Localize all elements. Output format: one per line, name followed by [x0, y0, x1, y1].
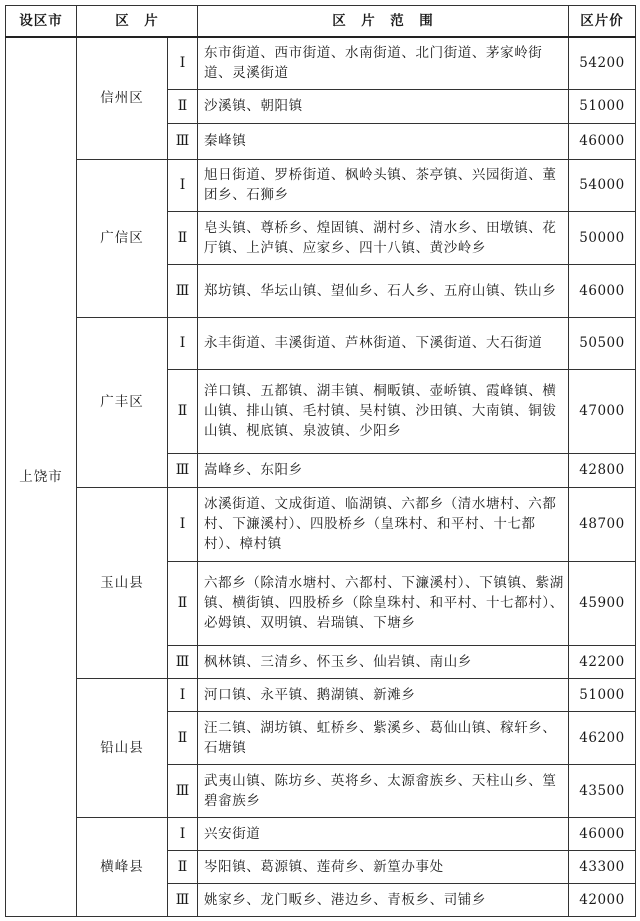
- grade-cell: Ⅱ: [168, 711, 198, 764]
- scope-cell: 姚家乡、龙门畈乡、港边乡、青板乡、司铺乡: [198, 883, 569, 916]
- price-table-container: [5, 5, 636, 917]
- scope-cell: 嵩峰乡、东阳乡: [198, 453, 569, 487]
- grade-cell: Ⅰ: [168, 317, 198, 369]
- scope-cell: 东市街道、西市街道、水南街道、北门街道、茅家岭街道、灵溪街道: [198, 37, 569, 89]
- grade-cell: Ⅱ: [168, 561, 198, 645]
- table-row: [6, 37, 636, 89]
- scope-cell: 郑坊镇、华坛山镇、望仙乡、石人乡、五府山镇、铁山乡: [198, 264, 569, 317]
- scope-cell: 秦峰镇: [198, 123, 569, 159]
- grade-cell: Ⅲ: [168, 123, 198, 159]
- district-cell: 信州区: [77, 37, 168, 159]
- price-cell: 42200: [569, 645, 636, 678]
- price-cell: 50000: [569, 211, 636, 264]
- price-cell: 46200: [569, 711, 636, 764]
- scope-cell: 冰溪街道、文成街道、临湖镇、六都乡（清水塘村、六都村、下濂溪村）、四股桥乡（皇珠村、和平村、十七都村）、樟村镇: [198, 487, 569, 561]
- price-cell: 46000: [569, 264, 636, 317]
- price-cell: 46000: [569, 123, 636, 159]
- price-cell: 42000: [569, 883, 636, 916]
- scope-cell: 枫林镇、三清乡、怀玉乡、仙岩镇、南山乡: [198, 645, 569, 678]
- district-cell: 广丰区: [77, 317, 168, 487]
- price-cell: 54000: [569, 159, 636, 211]
- table-header: [6, 6, 636, 38]
- scope-cell: 皂头镇、尊桥乡、煌固镇、湖村乡、清水乡、田墩镇、花厅镇、上泸镇、应家乡、四十八镇、黄沙岭乡: [198, 211, 569, 264]
- scope-cell: 岑阳镇、葛源镇、莲荷乡、新篁办事处: [198, 850, 569, 883]
- table-row: [6, 487, 636, 561]
- district-cell: 铅山县: [77, 678, 168, 817]
- scope-cell: 汪二镇、湖坊镇、虹桥乡、紫溪乡、葛仙山镇、稼轩乡、石塘镇: [198, 711, 569, 764]
- table-row: [6, 817, 636, 850]
- table-body: [6, 37, 636, 916]
- grade-cell: Ⅱ: [168, 369, 198, 453]
- grade-cell: Ⅰ: [168, 817, 198, 850]
- price-cell: 43300: [569, 850, 636, 883]
- grade-cell: Ⅰ: [168, 678, 198, 711]
- price-cell: 42800: [569, 453, 636, 487]
- grade-cell: Ⅰ: [168, 487, 198, 561]
- header-city: 设区市: [6, 6, 77, 38]
- price-cell: 47000: [569, 369, 636, 453]
- district-cell: 广信区: [77, 159, 168, 317]
- table-row: [6, 678, 636, 711]
- scope-cell: 河口镇、永平镇、鹅湖镇、新滩乡: [198, 678, 569, 711]
- header-district: 区 片: [77, 6, 198, 38]
- price-cell: 45900: [569, 561, 636, 645]
- grade-cell: Ⅲ: [168, 264, 198, 317]
- district-cell: 玉山县: [77, 487, 168, 678]
- grade-cell: Ⅲ: [168, 764, 198, 817]
- city-cell: 上饶市: [6, 37, 77, 916]
- header-scope: 区 片 范 围: [198, 6, 569, 38]
- header-price: 区片价: [569, 6, 636, 38]
- scope-cell: 旭日街道、罗桥街道、枫岭头镇、茶亭镇、兴园街道、董团乡、石狮乡: [198, 159, 569, 211]
- grade-cell: Ⅲ: [168, 883, 198, 916]
- grade-cell: Ⅰ: [168, 37, 198, 89]
- price-cell: 51000: [569, 89, 636, 123]
- scope-cell: 永丰街道、丰溪街道、芦林街道、下溪街道、大石街道: [198, 317, 569, 369]
- grade-cell: Ⅲ: [168, 453, 198, 487]
- price-cell: 54200: [569, 37, 636, 89]
- scope-cell: 洋口镇、五都镇、湖丰镇、桐畈镇、壶峤镇、霞峰镇、横山镇、排山镇、毛村镇、吴村镇、沙田镇、大南镇、铜钹山镇、枧底镇、泉波镇、少阳乡: [198, 369, 569, 453]
- grade-cell: Ⅲ: [168, 645, 198, 678]
- price-cell: 51000: [569, 678, 636, 711]
- scope-cell: 兴安街道: [198, 817, 569, 850]
- scope-cell: 沙溪镇、朝阳镇: [198, 89, 569, 123]
- district-cell: 横峰县: [77, 817, 168, 916]
- price-cell: 46000: [569, 817, 636, 850]
- grade-cell: Ⅱ: [168, 211, 198, 264]
- scope-cell: 武夷山镇、陈坊乡、英将乡、太源畲族乡、天柱山乡、篁碧畲族乡: [198, 764, 569, 817]
- price-cell: 50500: [569, 317, 636, 369]
- grade-cell: Ⅰ: [168, 159, 198, 211]
- table-row: [6, 159, 636, 211]
- land-price-table: [5, 5, 636, 917]
- header-row: [6, 6, 636, 38]
- grade-cell: Ⅱ: [168, 850, 198, 883]
- price-cell: 48700: [569, 487, 636, 561]
- price-cell: 43500: [569, 764, 636, 817]
- scope-cell: 六都乡（除清水塘村、六都村、下濂溪村）、下镇镇、紫湖镇、横街镇、四股桥乡（除皇珠村、和平村、十七都村）、必姆镇、双明镇、岩瑞镇、下塘乡: [198, 561, 569, 645]
- table-row: [6, 317, 636, 369]
- grade-cell: Ⅱ: [168, 89, 198, 123]
